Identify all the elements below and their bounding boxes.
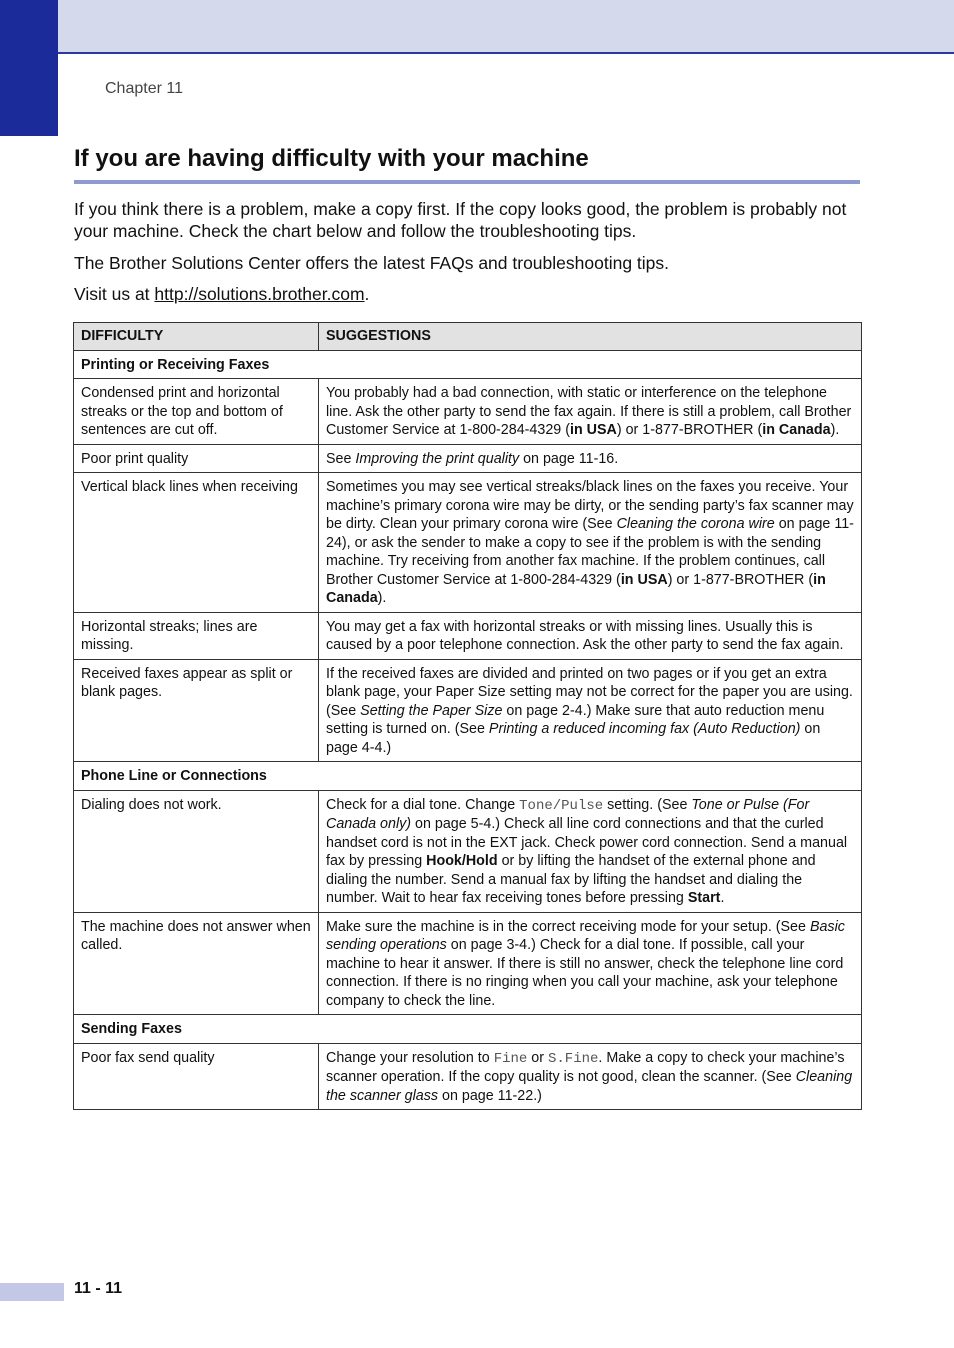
section-title: Phone Line or Connections (74, 762, 862, 791)
section-row (74, 762, 862, 791)
difficulty-cell: The machine does not answer when called. (74, 912, 319, 1015)
title-rule (74, 180, 860, 184)
suggestion-cell: Sometimes you may see vertical streaks/black lines on the faxes you receive. Your machine’s primary corona wire may be dirty, or the sending party’s fax scanner may be dirty. Clean your primary corona wire (See Cleaning the corona wire on page 11-24), or ask the sender to make a copy to see if the problem is with the sending machine. Try receiving from another fax machine. If the problem continues, call Brother Customer Service at 1-800-284-4329 (in USA) or 1-877-BROTHER (in Canada). (319, 473, 862, 613)
table-row (74, 1043, 862, 1110)
footer-bar (0, 1283, 64, 1301)
section-title: Printing or Receiving Faxes (74, 350, 862, 379)
table-row (74, 473, 862, 613)
solutions-link[interactable]: http://solutions.brother.com (154, 284, 365, 304)
suggestion-cell: You probably had a bad connection, with static or interference on the telephone line. Ask the other party to send the fax again. If there is still a problem, call Brother Customer Service at 1-800-284-4329 (in USA) or 1-877-BROTHER (in Canada). (319, 379, 862, 445)
difficulty-cell: Horizontal streaks; lines are missing. (74, 612, 319, 659)
difficulty-cell: Vertical black lines when receiving (74, 473, 319, 613)
table-row (74, 912, 862, 1015)
difficulty-cell: Condensed print and horizontal streaks or the top and bottom of sentences are cut off. (74, 379, 319, 445)
difficulty-column-header: DIFFICULTY (74, 323, 319, 351)
page-number: 11 - 11 (74, 1280, 123, 1297)
section-title: Sending Faxes (74, 1015, 862, 1044)
chapter-tab (0, 0, 58, 136)
difficulty-cell: Received faxes appear as split or blank pages. (74, 659, 319, 762)
visit-suffix: . (364, 284, 370, 304)
table-header-row (74, 323, 862, 351)
suggestions-column-header: SUGGESTIONS (319, 323, 862, 351)
table-row (74, 379, 862, 445)
section-row (74, 1015, 862, 1044)
suggestion-cell: See Improving the print quality on page 11-16. (319, 444, 862, 473)
troubleshooting-table (73, 322, 862, 1110)
table-row (74, 659, 862, 762)
visit-prefix: Visit us at (74, 284, 155, 304)
table-row (74, 612, 862, 659)
table-row (74, 444, 862, 473)
difficulty-cell: Poor fax send quality (74, 1043, 319, 1110)
table-row (74, 790, 862, 912)
page-title: If you are having difficulty with your machine (74, 145, 589, 172)
chapter-label: Chapter 11 (105, 80, 183, 97)
visit-paragraph (74, 283, 864, 305)
difficulty-cell: Dialing does not work. (74, 790, 319, 912)
suggestion-cell: If the received faxes are divided and printed on two pages or if you get an extra blank page, your Paper Size setting may not be correct for the paper you are using. (See Setting the Paper Size on page 2-4.) Make sure that auto reduction menu setting is turned on. (See Printing a reduced incoming fax (Auto Reduction) on page 4-4.) (319, 659, 862, 762)
suggestion-cell: Change your resolution to Fine or S.Fine. Make a copy to check your machine’s scanner operation. If the copy quality is not good, clean the scanner. (See Cleaning the scanner glass on page 11-22.) (319, 1043, 862, 1110)
section-row (74, 350, 862, 379)
suggestion-cell: You may get a fax with horizontal streaks or with missing lines. Usually this is caused by a poor telephone connection. Ask the other party to send the fax again. (319, 612, 862, 659)
difficulty-cell: Poor print quality (74, 444, 319, 473)
solutions-center-paragraph: The Brother Solutions Center offers the latest FAQs and troubleshooting tips. (74, 253, 670, 273)
suggestion-cell: Make sure the machine is in the correct receiving mode for your setup. (See Basic sending operations on page 3-4.) Check for a dial tone. If possible, call your machine to hear it answer. If there is still no answer, check the telephone line cord connection. If there is no ringing when you call your machine, ask your telephone company to check the line. (319, 912, 862, 1015)
suggestion-cell: Check for a dial tone. Change Tone/Pulse setting. (See Tone or Pulse (For Canada only) on page 5-4.) Check all line cord connections and that the curled handset cord is not in the EXT jack. Check power cord connection. Send a manual fax by pressing Hook/Hold or by lifting the handset of the external phone and dialing the number. Send a manual fax by lifting the handset and dialing the number. Wait to hear fax receiving tones before pressing Start. (319, 790, 862, 912)
header-band (58, 0, 954, 54)
intro-paragraph: If you think there is a problem, make a copy first. If the copy looks good, the problem is probably not your machine. Check the chart below and follow the troubleshooting tips. (74, 199, 847, 241)
